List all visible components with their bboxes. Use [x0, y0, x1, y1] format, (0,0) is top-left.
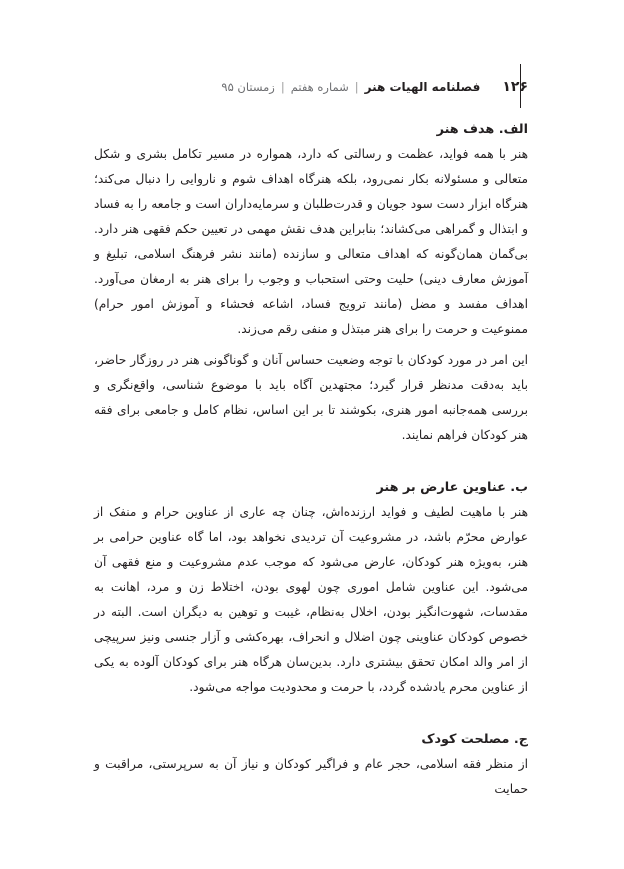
paragraph: هنر با ماهیت لطیف و فواید ارزنده‌اش، چنان چه عاری از عناوین حرام و منفک از عوارض محرّم باشد، در مشروعیت آن تردیدی نخواهد بود، اما گاه عناوین حرامی بر هنر، به‌ویژه هنر کودکان، عارض می‌شود که موجب عدم مشروعیت و منع فقهی آن می‌شود. این عناوین شامل اموری چون لهوی بودن، اختلاط زن و مرد، اهانت به مقدسات، شهوت‌انگیز بودن، اخلال به‌نظام، غیبت و توهین به دیگران است. البته در خصوص کودکان عناوینی چون اضلال و انحراف، بهره‌کشی و آزار جنسی ونیز سرپیچی از امر والد امکان تحقق بیشتری دارد. بدین‌سان هرگاه هنر برای کودکان آلوده به یکی از عناوین محرم یادشده گردد، با حرمت و محدودیت مواجه می‌شود. — [94, 505, 528, 694]
header-separator: | — [280, 80, 285, 94]
journal-title: فصلنامه الهیات هنر — [364, 80, 481, 94]
issue-season: زمستان ۹۵ — [221, 80, 275, 94]
section-heading-purpose: الف. هدف هنر — [436, 122, 528, 137]
paragraph: هنر با همه فواید، عظمت و رسالتی که دارد، همواره در مسیر تکامل بشری و شکل متعالی و مسئولانه بکار نمی‌رود، بلکه هنرگاه اهداف شوم و ناروایی را دنبال می‌کند؛ هنرگاه ابزار دست سود جویان و قدرت‌طلبان و سرمایه‌داران است و جامعه را به فساد و ابتذال و گمراهی می‌کشاند؛ بنابراین هدف نقش مهمی در تعیین حکم فقهی هنر دارد. بی‌گمان همان‌گونه که اهداف متعالی و سازنده (مانند نشر فرهنگ اسلامی، تبلیغ و آموزش معارف دینی) حلیت وحتی استحباب و وجوب را برای هنر به ارمغان می‌آورد. اهداف مفسد و مضل (مانند ترویج فساد، اشاعه فحشاء و آموزش امور حرام) ممنوعیت و حرمت را برای هنر مبتذل و منفی رقم می‌زند. — [94, 147, 528, 336]
running-header — [70, 74, 528, 100]
page-body — [94, 117, 528, 802]
page-number: ۱۲۶ — [502, 79, 528, 95]
header-separator: | — [354, 80, 359, 94]
section-heading-incidental-titles: ب. عناوین عارض بر هنر — [376, 480, 528, 495]
paragraph: این امر در مورد کودکان با توجه وضعیت حساس آنان و گوناگونی هنر در روزگار حاضر، باید به‌دقت مدنظر قرار گیرد؛ مجتهدین آگاه باید با موضوع شناسی، واقع‌نگری و بررسی همه‌جانبه امور هنری، بکوشند تا بر این اساس، نظام کامل و جامعی برای فقه هنر کودکان فراهم نمایند. — [94, 353, 528, 442]
paragraph: از منظر فقه اسلامی، حجر عام و فراگیر کودکان و نیاز آن به سرپرستی، مراقبت و حمایت — [94, 757, 528, 796]
section-heading-child-interest: ج. مصلحت کودک — [421, 732, 528, 747]
issue-number: شماره هفتم — [290, 80, 349, 94]
